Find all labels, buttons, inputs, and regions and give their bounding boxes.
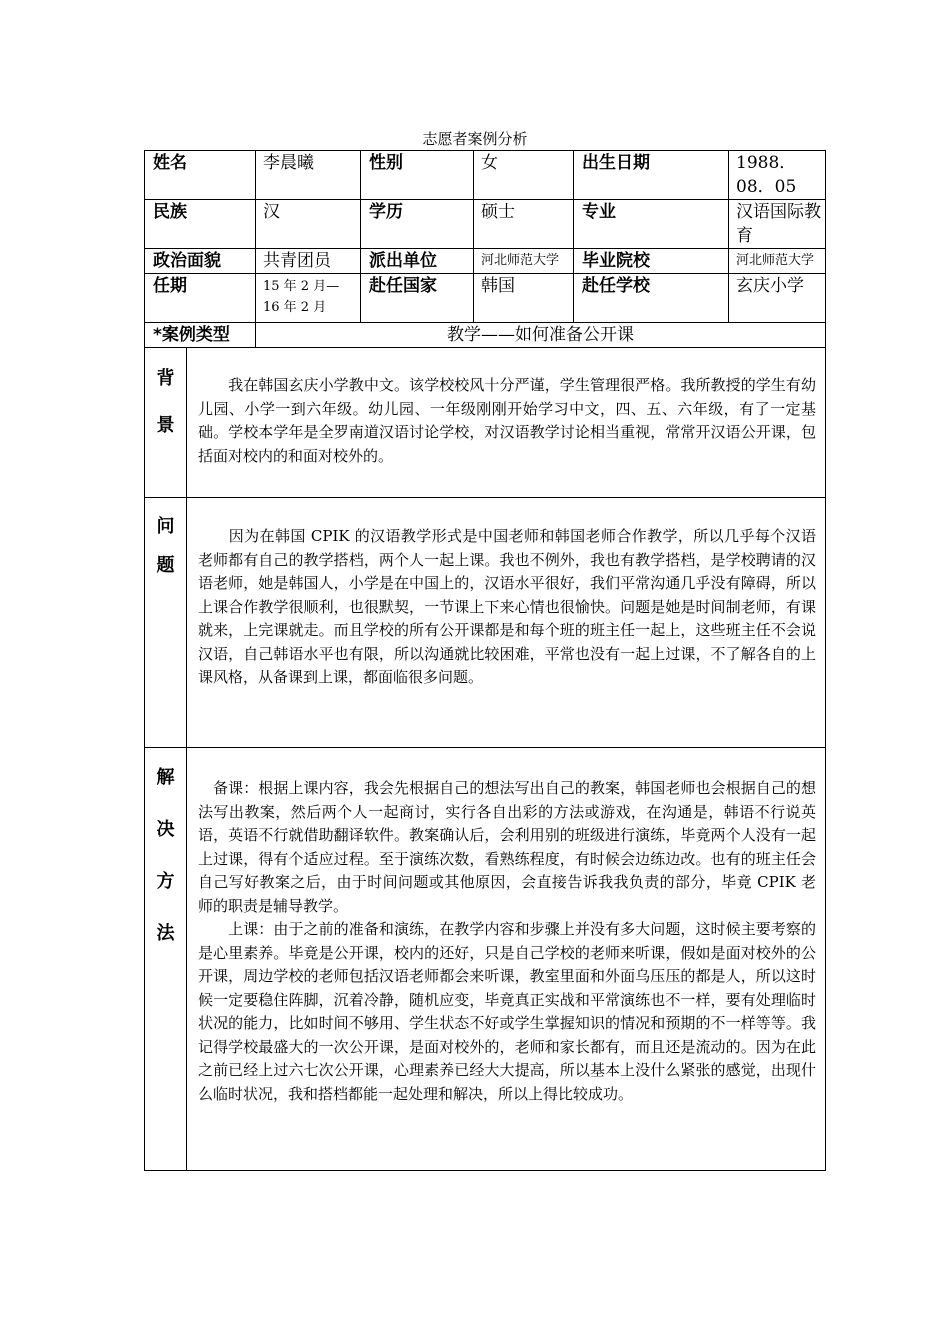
ethnic-value: 汉 [256,200,361,249]
case-form-table [144,150,826,1171]
birth-label: 出生日期 [574,151,729,200]
name-value: 李晨曦 [256,151,361,200]
term-line-2: 16 年 2 月 [263,300,327,315]
info-row-2 [145,200,826,249]
gender-value: 女 [474,151,574,200]
problem-char-2: 题 [156,555,175,576]
ethnic-label: 民族 [145,200,256,249]
political-label: 政治面貌 [145,249,256,274]
solution-char-1: 解 [156,767,175,788]
case-type-label: *案例类型 [145,323,256,348]
solution-paragraph-2: 上课：由于之前的准备和演练，在教学内容和步骤上并没有多大问题，这时候主要考察的是心里素养。毕竟是公开课，校内的还好，只是自己学校的老师来听课，假如是面对校外的公开课，周边学校的老师包括汉语老师都会来听课，教室里面和外面乌压压的都是人，所以这时候一定要稳住阵脚，沉着冷静，随机应变，毕竟真正实战和平常演练也不一样，要有处理临时状况的能力，比如时间不够用、学生状态不好或学生掌握知识的情况和预期的不一样等等。我记得学校最盛大的一次公开课，是面对校外的，老师和家长都有，而且还是流动的。因为在此之前已经上过六七次公开课，心理素养已经大大提高，所以基本上没什么紧张的感觉，出现什么临时状况，我和搭档都能一起处理和解决，所以上得比较成功。 [198,920,816,1103]
solution-char-3: 方 [156,871,175,892]
term-line-1: 15 年 2 月— [263,279,340,294]
background-label [145,348,187,498]
dispatch-value: 河北师范大学 [474,249,574,274]
school-value: 玄庆小学 [729,274,826,323]
school-label: 赴任学校 [574,274,729,323]
problem-label [145,498,187,748]
political-value: 共青团员 [256,249,361,274]
birth-value: 1988．08．05 [729,151,826,200]
case-type-row [145,323,826,348]
background-section [145,348,826,498]
problem-char-1: 问 [156,516,175,537]
case-type-value: 教学——如何准备公开课 [256,323,826,348]
info-row-4 [145,274,826,323]
name-label: 姓名 [145,151,256,200]
edu-value: 硕士 [474,200,574,249]
problem-text [187,498,826,748]
grad-label: 毕业院校 [574,249,729,274]
info-row-3 [145,249,826,274]
term-label: 任期 [145,274,256,323]
info-row-1 [145,151,826,200]
grad-value: 河北师范大学 [729,249,826,274]
solution-text [187,748,826,1171]
major-label: 专业 [574,200,729,249]
background-char-1: 背 [156,368,175,389]
problem-paragraph: 因为在韩国 CPIK 的汉语教学形式是中国老师和韩国老师合作教学，所以几乎每个汉语老师都有自己的教学搭档，两个人一起上课。我也不例外，我也有教学搭档，是学校聘请的汉语老师，她是韩国人，小学是在中国上的，汉语水平很好，我们平常沟通几乎没有障碍，所以上课合作教学很顺利，也很默契，一节课上下来心情也很愉快。问题是她是时间制老师，有课就来，上完课就走。而且学校的所有公开课都是和每个班的班主任一起上，这些班主任不会说汉语，自己韩语水平也有限，所以沟通就比较困难，平常也没有一起上过课，不了解各自的上课风格，从备课到上课，都面临很多问题。 [198,527,816,686]
solution-char-4: 法 [156,923,175,944]
dispatch-label: 派出单位 [361,249,474,274]
term-value [256,274,361,323]
solution-char-2: 决 [156,819,175,840]
major-value: 汉语国际教育 [729,200,826,249]
background-text [187,348,826,498]
country-label: 赴任国家 [361,274,474,323]
background-paragraph: 我在韩国玄庆小学教中文。该学校校风十分严谨，学生管理很严格。我所教授的学生有幼儿园、小学一到六年级。幼儿园、一年级刚刚开始学习中文，四、五、六年级，有了一定基础。学校本学年是全罗南道汉语讨论学校，对汉语教学讨论相当重视，常常开汉语公开课，包括面对校内的和面对校外的。 [198,376,816,465]
solution-paragraph-1: 备课：根据上课内容，我会先根据自己的想法写出自己的教案，韩国老师也会根据自己的想法写出教案，然后两个人一起商讨，实行各自出彩的方法或游戏，在沟通是，韩语不行说英语，英语不行就借助翻译软件。教案确认后，会利用别的班级进行演练，毕竟两个人没有一起上过课，得有个适应过程。至于演练次数，看熟练程度，有时候会边练边改。也有的班主任会自己写好教案之后，由于时间问题或其他原因，会直接告诉我我负责的部分，毕竟 CPIK 老师的职责是辅导教学。 [198,779,816,915]
edu-label: 学历 [361,200,474,249]
solution-label [145,748,187,1171]
document-title: 志愿者案例分析 [422,130,528,148]
problem-section [145,498,826,748]
country-value: 韩国 [474,274,574,323]
gender-label: 性别 [361,151,474,200]
background-char-2: 景 [156,415,175,436]
solution-section [145,748,826,1171]
